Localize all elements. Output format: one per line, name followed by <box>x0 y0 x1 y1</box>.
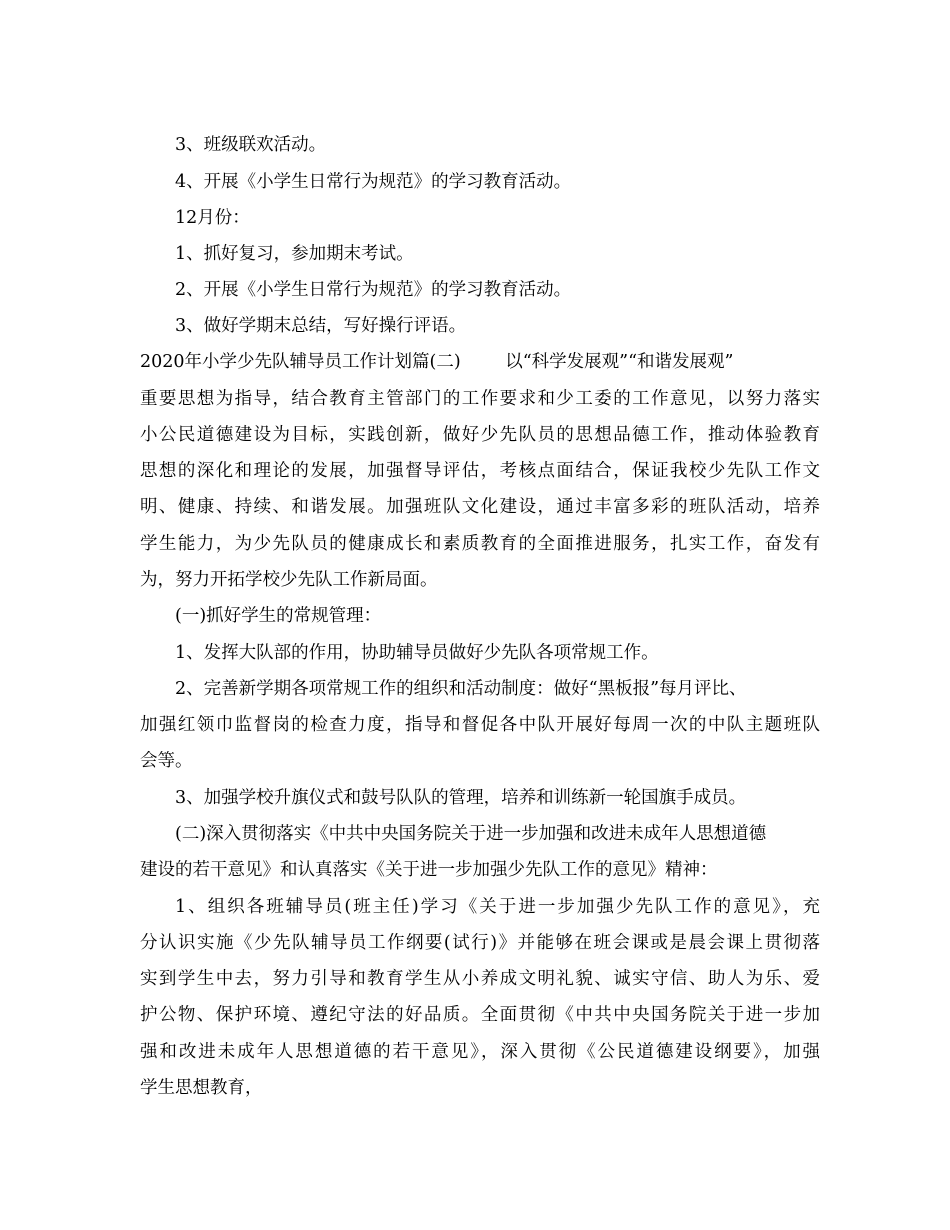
text-line: 1、组织各班辅导员(班主任)学习《关于进一步加强少先队工作的意见》，充 <box>175 897 820 917</box>
text-line: 重要思想为指导，结合教育主管部门的工作要求和少工委的工作意见，以努力落实 <box>140 389 820 409</box>
text-line: 2、开展《小学生日常行为规范》的学习教育活动。 <box>175 280 572 300</box>
text-line: 3、做好学期末总结，写好操行评语。 <box>175 316 467 336</box>
text-line: 4、开展《小学生日常行为规范》的学习教育活动。 <box>175 172 572 192</box>
text-line: (二)深入贯彻落实《中共中央国务院关于进一步加强和改进未成年人思想道德 <box>175 824 767 844</box>
text-line: 建设的若干意见》和认真落实《关于进一步加强少先队工作的意见》精神： <box>140 860 718 880</box>
section-heading: 2020年小学少先队辅导员工作计划篇(二) 以“科学发展观”“和谐发展观” <box>140 352 734 372</box>
text-line: 3、班级联欢活动。 <box>175 135 327 155</box>
text-line: 实到学生中去，努力引导和教育学生从小养成文明礼貌、诚实守信、助人为乐、爱 <box>140 969 820 989</box>
text-line: (一)抓好学生的常规管理： <box>175 606 382 626</box>
text-line: 为，努力开拓学校少先队工作新局面。 <box>140 570 438 590</box>
text-line: 1、发挥大队部的作用，协助辅导员做好少先队各项常规工作。 <box>175 643 659 663</box>
text-line: 分认识实施《少先队辅导员工作纲要(试行)》并能够在班会课或是晨会课上贯彻落 <box>140 933 820 953</box>
text-line: 加强红领巾监督岗的检查力度，指导和督促各中队开展好每周一次的中队主题班队 <box>140 715 820 735</box>
text-line: 学生能力，为少先队员的健康成长和素质教育的全面推进服务，扎实工作，奋发有 <box>140 534 820 554</box>
text-line: 小公民道德建设为目标，实践创新，做好少先队员的思想品德工作，推动体验教育 <box>140 425 820 445</box>
text-line: 明、健康、持续、和谐发展。加强班队文化建设，通过丰富多彩的班队活动，培养 <box>140 497 820 517</box>
text-line: 学生思想教育， <box>140 1078 263 1098</box>
text-line: 护公物、保护环境、遵纪守法的好品质。全面贯彻《中共中央国务院关于进一步加 <box>140 1005 820 1025</box>
text-line: 强和改进未成年人思想道德的若干意见》，深入贯彻《公民道德建设纲要》，加强 <box>140 1042 820 1062</box>
text-line: 思想的深化和理论的发展，加强督导评估，考核点面结合，保证我校少先队工作文 <box>140 461 820 481</box>
text-line: 会等。 <box>140 751 193 771</box>
text-line: 3、加强学校升旗仪式和鼓号队队的管理，培养和训练新一轮国旗手成员。 <box>175 788 747 808</box>
text-line: 2、完善新学期各项常规工作的组织和活动制度：做好“黑板报”每月评比、 <box>175 679 747 699</box>
text-line: 1、抓好复习，参加期末考试。 <box>175 244 414 264</box>
text-line: 12月份： <box>175 208 250 228</box>
